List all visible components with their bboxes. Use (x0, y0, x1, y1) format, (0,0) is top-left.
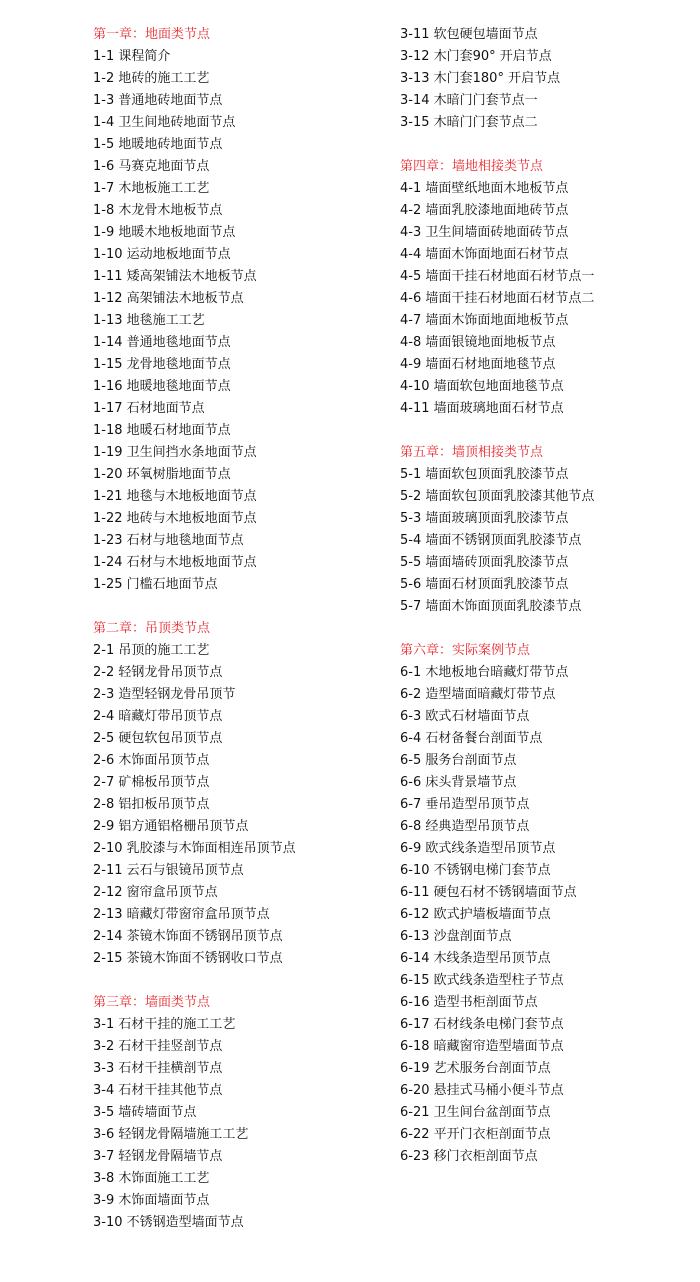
toc-item: 4-4 墙面木饰面地面石材节点 (400, 247, 569, 262)
toc-item: 6-22 平开门衣柜剖面节点 (400, 1127, 551, 1142)
toc-item: 6-18 暗藏窗帘造型墙面节点 (400, 1039, 564, 1054)
toc-item: 6-4 石材备餐台剖面节点 (400, 731, 543, 746)
toc-item: 6-13 沙盘剖面节点 (400, 929, 512, 944)
toc-item: 3-5 墙砖墙面节点 (93, 1105, 197, 1120)
toc-item: 6-12 欧式护墙板墙面节点 (400, 907, 551, 922)
toc-item: 1-23 石材与地毯地面节点 (93, 533, 244, 548)
toc-item: 1-21 地毯与木地板地面节点 (93, 489, 257, 504)
toc-item: 3-1 石材干挂的施工工艺 (93, 1017, 236, 1032)
toc-item: 1-10 运动地板地面节点 (93, 247, 231, 262)
toc-item: 2-8 铝扣板吊顶节点 (93, 797, 210, 812)
toc-item: 1-17 石材地面节点 (93, 401, 205, 416)
toc-item: 2-3 造型轻钢龙骨吊顶节 (93, 687, 236, 702)
toc-item: 4-5 墙面干挂石材地面石材节点一 (400, 269, 595, 284)
toc-item: 2-6 木饰面吊顶节点 (93, 753, 210, 768)
toc-item: 6-20 悬挂式马桶小便斗节点 (400, 1083, 564, 1098)
toc-item: 3-10 不锈钢造型墙面节点 (93, 1215, 244, 1230)
toc-item: 4-11 墙面玻璃地面石材节点 (400, 401, 564, 416)
toc-item: 6-15 欧式线条造型柱子节点 (400, 973, 564, 988)
toc-item: 2-7 矿棉板吊顶节点 (93, 775, 210, 790)
toc-item: 6-6 床头背景墙节点 (400, 775, 517, 790)
toc-item: 1-7 木地板施工工艺 (93, 181, 210, 196)
toc-item: 3-14 木暗门门套节点一 (400, 93, 538, 108)
chapter-heading: 第一章：地面类节点 (93, 27, 211, 42)
toc-item: 6-14 木线条造型吊顶节点 (400, 951, 551, 966)
toc-column-left (93, 24, 393, 1234)
toc-item: 1-25 门槛石地面节点 (93, 577, 218, 592)
toc-item: 2-10 乳胶漆与木饰面相连吊顶节点 (93, 841, 296, 856)
toc-item: 6-21 卫生间台盆剖面节点 (400, 1105, 551, 1120)
chapter-heading: 第四章：墙地相接类节点 (400, 159, 544, 174)
section-spacer (400, 134, 690, 156)
chapter-heading: 第二章：吊顶类节点 (93, 621, 211, 636)
toc-item: 2-14 茶镜木饰面不锈钢吊顶节点 (93, 929, 283, 944)
toc-item: 2-4 暗藏灯带吊顶节点 (93, 709, 223, 724)
chapter-heading: 第六章：实际案例节点 (400, 643, 531, 658)
toc-item: 3-3 石材干挂横剖节点 (93, 1061, 223, 1076)
toc-item: 5-1 墙面软包顶面乳胶漆节点 (400, 467, 569, 482)
toc-item: 4-6 墙面干挂石材地面石材节点二 (400, 291, 595, 306)
toc-item: 5-6 墙面石材顶面乳胶漆节点 (400, 577, 569, 592)
toc-item: 1-22 地砖与木地板地面节点 (93, 511, 257, 526)
toc-item: 2-13 暗藏灯带窗帘盒吊顶节点 (93, 907, 270, 922)
toc-item: 6-17 石材线条电梯门套节点 (400, 1017, 564, 1032)
chapter-heading: 第五章：墙顶相接类节点 (400, 445, 544, 460)
toc-item: 1-20 环氧树脂地面节点 (93, 467, 231, 482)
toc-item: 1-24 石材与木地板地面节点 (93, 555, 257, 570)
toc-item: 5-3 墙面玻璃顶面乳胶漆节点 (400, 511, 569, 526)
toc-item: 3-12 木门套90° 开启节点 (400, 49, 552, 64)
toc-item: 3-9 木饰面墙面节点 (93, 1193, 210, 1208)
toc-item: 1-5 地暖地砖地面节点 (93, 137, 223, 152)
toc-item: 6-2 造型墙面暗藏灯带节点 (400, 687, 556, 702)
toc-item: 6-19 艺术服务台剖面节点 (400, 1061, 551, 1076)
toc-item: 4-1 墙面壁纸地面木地板节点 (400, 181, 569, 196)
toc-item: 3-4 石材干挂其他节点 (93, 1083, 223, 1098)
toc-item: 3-2 石材干挂竖剖节点 (93, 1039, 223, 1054)
toc-item: 4-10 墙面软包地面地毯节点 (400, 379, 564, 394)
toc-item: 3-8 木饰面施工工艺 (93, 1171, 210, 1186)
toc-item: 5-7 墙面木饰面顶面乳胶漆节点 (400, 599, 582, 614)
toc-item: 6-10 不锈钢电梯门套节点 (400, 863, 551, 878)
toc-item: 1-13 地毯施工工艺 (93, 313, 205, 328)
chapter-heading: 第三章：墙面类节点 (93, 995, 211, 1010)
toc-item: 2-15 茶镜木饰面不锈钢收口节点 (93, 951, 283, 966)
toc-item: 1-9 地暖木地板地面节点 (93, 225, 236, 240)
toc-item: 2-12 窗帘盒吊顶节点 (93, 885, 218, 900)
section-spacer (93, 596, 393, 618)
toc-item: 1-19 卫生间挡水条地面节点 (93, 445, 257, 460)
toc-item: 1-2 地砖的施工工艺 (93, 71, 210, 86)
toc-item: 3-7 轻钢龙骨隔墙节点 (93, 1149, 223, 1164)
toc-item: 6-3 欧式石材墙面节点 (400, 709, 530, 724)
toc-item: 2-9 铝方通铝格栅吊顶节点 (93, 819, 249, 834)
toc-item: 3-11 软包硬包墙面节点 (400, 27, 538, 42)
toc-item: 4-9 墙面石材地面地毯节点 (400, 357, 556, 372)
section-spacer (400, 618, 690, 640)
toc-item: 1-6 马赛克地面节点 (93, 159, 210, 174)
toc-item: 2-5 硬包软包吊顶节点 (93, 731, 223, 746)
toc-item: 6-9 欧式线条造型吊顶节点 (400, 841, 556, 856)
toc-item: 3-13 木门套180° 开启节点 (400, 71, 561, 86)
toc-item: 1-11 矮高架铺法木地板节点 (93, 269, 257, 284)
toc-item: 4-2 墙面乳胶漆地面地砖节点 (400, 203, 569, 218)
toc-item: 2-11 云石与银镜吊顶节点 (93, 863, 244, 878)
toc-item: 1-1 课程简介 (93, 49, 171, 64)
toc-item: 6-1 木地板地台暗藏灯带节点 (400, 665, 569, 680)
toc-item: 1-12 高架铺法木地板节点 (93, 291, 244, 306)
toc-item: 5-4 墙面不锈钢顶面乳胶漆节点 (400, 533, 582, 548)
toc-column-right (400, 24, 690, 1168)
toc-item: 2-2 轻钢龙骨吊顶节点 (93, 665, 223, 680)
toc-item: 1-16 地暖地毯地面节点 (93, 379, 231, 394)
toc-item: 3-15 木暗门门套节点二 (400, 115, 538, 130)
toc-item: 2-1 吊顶的施工工艺 (93, 643, 210, 658)
toc-item: 1-3 普通地砖地面节点 (93, 93, 223, 108)
toc-item: 6-5 服务台剖面节点 (400, 753, 517, 768)
toc-item: 1-8 木龙骨木地板节点 (93, 203, 223, 218)
toc-item: 1-15 龙骨地毯地面节点 (93, 357, 231, 372)
toc-item: 4-3 卫生间墙面砖地面砖节点 (400, 225, 569, 240)
toc-item: 6-11 硬包石材不锈钢墙面节点 (400, 885, 577, 900)
toc-item: 5-2 墙面软包顶面乳胶漆其他节点 (400, 489, 595, 504)
toc-item: 4-7 墙面木饰面地面地板节点 (400, 313, 569, 328)
toc-item: 6-16 造型书柜剖面节点 (400, 995, 538, 1010)
toc-item: 6-7 垂吊造型吊顶节点 (400, 797, 530, 812)
section-spacer (400, 420, 690, 442)
toc-item: 6-8 经典造型吊顶节点 (400, 819, 530, 834)
section-spacer (93, 970, 393, 992)
toc-item: 3-6 轻钢龙骨隔墙施工工艺 (93, 1127, 249, 1142)
toc-item: 5-5 墙面墙砖顶面乳胶漆节点 (400, 555, 569, 570)
toc-item: 1-18 地暖石材地面节点 (93, 423, 231, 438)
toc-item: 4-8 墙面银镜地面地板节点 (400, 335, 556, 350)
toc-item: 1-14 普通地毯地面节点 (93, 335, 231, 350)
toc-item: 6-23 移门衣柜剖面节点 (400, 1149, 538, 1164)
toc-item: 1-4 卫生间地砖地面节点 (93, 115, 236, 130)
